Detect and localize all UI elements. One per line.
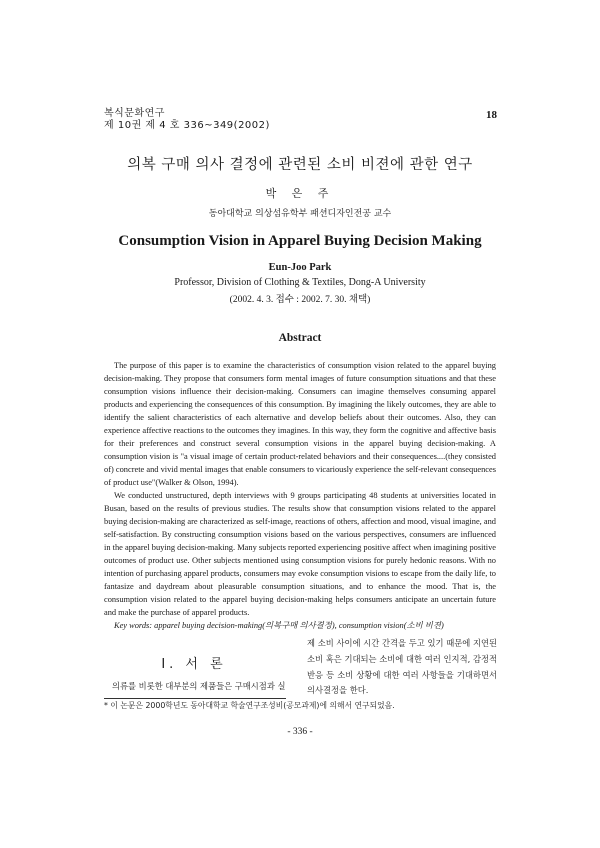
affiliation-korean: 동아대학교 의상섬유학부 패션디자인전공 교수: [208, 209, 392, 219]
title-korean: 의복 구매 의사 결정에 관련된 소비 비젼에 관한 연구: [127, 157, 473, 173]
footnote-divider: [104, 698, 286, 699]
abstract-body: [104, 359, 496, 632]
keywords: Key words: apparel buying decision-making(의복구매 의사결정), consumption vision(소비 비젼): [114, 621, 444, 630]
abstract-paragraph-1: The purpose of this paper is to examine the characteristics of consumption vision related to the apparel buying decision-making. They propose that consumers form mental images of future consumption situations and that these consumption visions influence their decision-making. Consumers can imagine themselves consuming apparel products and experiencing the consequences of this consumption. By imagining the likely outcomes, they are able to identify the salient characteristics of each alternative and develop beliefs about their outcomes. Also, they can experience affective reactions to the outcomes they imagines. In this way, they form the cognitive and affective basis for their preferences and construct several consumption visions in the apparel buying decision-making. A consumption vision is "a visual image of certain product-related behaviors and their consequences....(they consisted of) concrete and vivid mental images that enable consumers to vicariously experience the self-relevant consequences of product use"(Walker & Olson, 1994).: [104, 361, 496, 487]
intro-right-column: 제 소비 사이에 시간 간격을 두고 있기 때문에 지연된 소비 혹은 기대되는 소비에 대한 여러 인지적, 감정적 반응 등 소비 상황에 대한 여러 사항들을 기대하면서 의사결정을 한다.: [307, 638, 497, 696]
journal-header: [104, 108, 270, 132]
abstract-paragraph-2: We conducted unstructured, depth interviews with 9 groups participating 48 students at universities located in Busan, based on the results of previous studies. The results show that consumption visions related to the apparel buying decision-making are characterized as self-image, reactions of others, affection and mood, visual imagine, and self-satisfaction. By constructing consumption visions based on the various perspectives, consumers are influenced in the apparel buying decision-making. Many subjects reported experiencing positive affect when imagining positive outcomes of product use. Other subjects mentioned using consumption visions for purely hedonic reasons. With no intention of purchasing apparel products, consumers may evoke consumption visions to escape from the daily life, to fantasize and daydream about pleasurable consumption situations, and to enhance the mood. That is, the consumption vision related to the apparel buying decision-making helps consumers anticipate an uncertain future and make the purchase of apparel products.: [104, 491, 496, 617]
volume-info: 제 10권 제 4 호 336~349(2002): [104, 120, 270, 131]
header-page-number: 18: [486, 109, 497, 121]
submission-dates: (2002. 4. 3. 접수 : 2002. 7. 30. 채택): [229, 295, 371, 305]
author-english: Eun-Joo Park: [268, 262, 332, 273]
footer-page-number: - 336 -: [287, 727, 313, 737]
affiliation-english: Professor, Division of Clothing & Textiles, Dong-A University: [174, 277, 426, 288]
section-heading-introduction: I. 서 론: [161, 657, 227, 672]
title-english: Consumption Vision in Apparel Buying Decision Making: [118, 233, 482, 249]
author-korean: 박 은 주: [265, 187, 335, 200]
intro-left-column: 의류를 비롯한 대부분의 제품들은 구매시점과 실: [112, 681, 286, 691]
footnote: * 이 논문은 2000학년도 동아대학교 학술연구조성비(공모과제)에 의해서 연구되었음.: [104, 701, 395, 710]
journal-name: 복식문화연구: [104, 108, 165, 119]
abstract-heading: Abstract: [278, 332, 322, 344]
